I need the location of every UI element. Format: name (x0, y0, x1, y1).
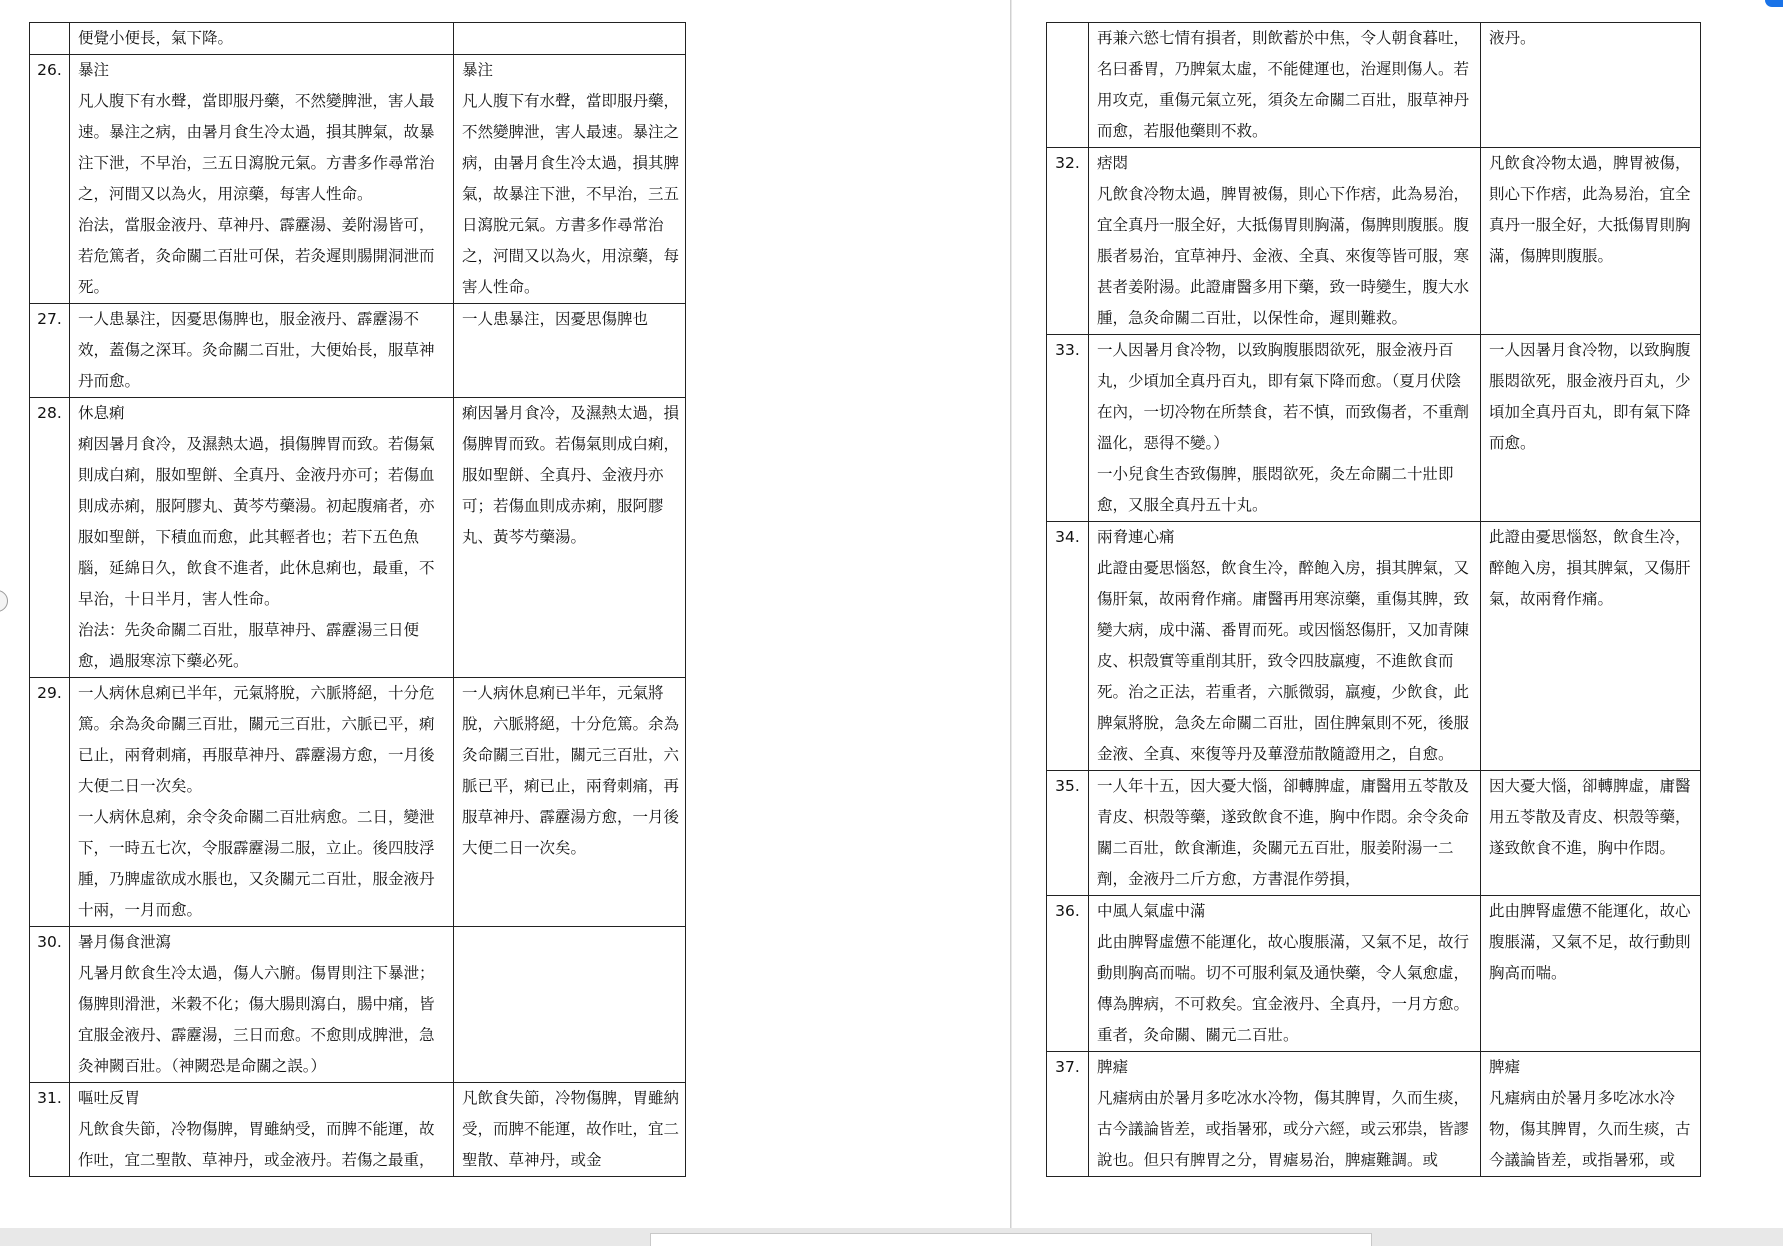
entry-number: 31. (30, 1083, 70, 1177)
side-text-cell (1481, 522, 1701, 771)
text-paragraph: 一人患暴注，因憂思傷脾也 (462, 310, 649, 328)
table-row (1047, 522, 1701, 771)
side-text-cell (454, 23, 686, 55)
side-text-cell (1481, 771, 1701, 896)
side-text-cell (1481, 335, 1701, 522)
table-row (30, 398, 686, 678)
text-paragraph: 一人病休息痢，余令灸命關二百壯病愈。二日，變泄下，一時五七次，令服霹靂湯二服，立止。後四肢浮腫，乃脾虛欲成水脹也，又灸關元二百壯，服金液丹十兩，一月而愈。 (78, 808, 435, 919)
text-paragraph: 液丹。 (1489, 29, 1536, 47)
side-text-cell (1481, 23, 1701, 148)
text-paragraph: 凡暑月飲食生冷太過，傷人六腑。傷胃則注下暴泄；傷脾則滑泄，米穀不化；傷大腸則瀉白，腸中痛，皆宜服金液丹、霹靂湯，三日而愈。不愈則成脾泄，急灸神闕百壯。（神闕恐是命關之誤。） (78, 964, 435, 1075)
text-paragraph: 此證由憂思惱怒，飲食生冷，醉飽入房，損其脾氣，又傷肝氣，故兩脅作痛。庸醫再用寒涼藥，重傷其脾，致變大病，成中滿、番胃而死。或因惱怒傷肝，又加青陳皮、枳殼實等重削其肝，致令四肢羸瘦，不進飲食而死。治之正法，若重者，六脈微弱，羸瘦，少飲食，此脾氣將脫，急灸左命關二百壯，固住脾氣則不死，後服金液、全真、來復等丹及蓽澄茄散隨證用之，自愈。 (1097, 559, 1470, 763)
entry-number: 33. (1047, 335, 1089, 522)
table-row (1047, 335, 1701, 522)
main-text-cell (70, 398, 454, 678)
entry-heading: 脾瘧 (1097, 1058, 1129, 1076)
entry-heading: 脾瘧 (1489, 1058, 1521, 1076)
entry-number (30, 23, 70, 55)
text-paragraph: 一人患暴注，因憂思傷脾也，服金液丹、霹靂湯不效，蓋傷之深耳。灸命關二百壯，大便始長，服草神丹而愈。 (78, 310, 435, 390)
text-paragraph: 一小兒食生杏致傷脾，脹悶欲死，灸左命關二十壯即愈，又服全真丹五十丸。 (1097, 465, 1454, 514)
text-paragraph: 一人年十五，因大憂大惱，卻轉脾虛，庸醫用五苓散及青皮、枳殼等藥，遂致飲食不進，胸中作悶。余令灸命關二百壯，飲食漸進，灸關元五百壯，服姜附湯一二劑，金液丹二斤方愈，方書混作勞損， (1097, 777, 1470, 888)
entry-number: 36. (1047, 896, 1089, 1052)
table-row (30, 927, 686, 1083)
entry-number: 34. (1047, 522, 1089, 771)
entry-number: 37. (1047, 1052, 1089, 1177)
text-paragraph: 因大憂大惱，卻轉脾虛，庸醫用五苓散及青皮、枳殼等藥，遂致飲食不進，胸中作悶。 (1489, 777, 1691, 857)
main-text-cell (1089, 1052, 1481, 1177)
entry-number: 29. (30, 678, 70, 927)
entry-heading: 中風人氣虛中滿 (1097, 902, 1206, 920)
text-paragraph: 便覺小便長，氣下降。 (78, 29, 234, 47)
table-row (30, 1083, 686, 1177)
table-row (1047, 1052, 1701, 1177)
text-paragraph: 再兼六慾七情有損者，則飲蓄於中焦，令人朝食暮吐，名曰番胃，乃脾氣太虛，不能健運也，治遲則傷人。若用攻克，重傷元氣立死，須灸左命關二百壯，服草神丹而愈，若服他藥則不救。 (1097, 29, 1470, 140)
text-paragraph: 凡飲食冷物太過，脾胃被傷，則心下作痞，此為易治，宜全真丹一服全好，大抵傷胃則胸滿，傷脾則腹脹。 (1489, 154, 1691, 265)
main-text-cell (70, 304, 454, 398)
text-paragraph: 一人病休息痢已半年，元氣將脫，六脈將絕，十分危篤。余為灸命關三百壯，關元三百壯，六脈已平，痢已止，兩脅刺痛，再服草神丹、霹靂湯方愈，一月後大便二日一次矣。 (462, 684, 680, 857)
text-paragraph: 此由脾腎虛憊不能運化，故心腹脹滿，又氣不足，故行動則胸高而喘。切不可服利氣及通快藥，令人氣愈虛，傳為脾病，不可救矣。宜金液丹、全真丹，一月方愈。重者，灸命關、關元二百壯。 (1097, 933, 1470, 1044)
main-text-cell (70, 23, 454, 55)
text-paragraph: 凡瘧病由於暑月多吃冰水冷物，傷其脾胃，久而生痰，古今議論皆差，或指暑邪，或 (1489, 1089, 1691, 1169)
left-page-table (29, 22, 686, 1177)
side-text-cell (1481, 896, 1701, 1052)
side-text-cell (454, 398, 686, 678)
entry-heading: 休息痢 (78, 404, 125, 422)
entry-number: 28. (30, 398, 70, 678)
table-row (30, 304, 686, 398)
entry-heading: 兩脅連心痛 (1097, 528, 1175, 546)
text-paragraph: 凡飲食失節，冷物傷脾，胃雖納受，而脾不能運，故作吐，宜二聖散、草神丹，或金液丹。若傷之最重， (78, 1120, 435, 1169)
table-row (1047, 896, 1701, 1052)
table-row (30, 23, 686, 55)
main-text-cell (1089, 335, 1481, 522)
horizontal-scroll-thumb[interactable] (650, 1233, 1372, 1246)
main-text-cell (1089, 771, 1481, 896)
entry-number: 35. (1047, 771, 1089, 896)
entry-heading: 暑月傷食泄瀉 (78, 933, 172, 951)
entry-number: 27. (30, 304, 70, 398)
entry-heading: 暴注 (78, 61, 110, 79)
main-text-cell (70, 1083, 454, 1177)
side-text-cell (454, 678, 686, 927)
text-paragraph: 一人因暑月食冷物，以致胸腹脹悶欲死，服金液丹百丸，少頃加全真丹百丸，即有氣下降而愈。（夏月伏陰在內，一切冷物在所禁食，若不慎，而致傷者，不重劑溫化，惡得不變。） (1097, 341, 1470, 452)
entry-number: 32. (1047, 148, 1089, 335)
text-paragraph: 凡飲食冷物太過，脾胃被傷，則心下作痞，此為易治，宜全真丹一服全好，大抵傷胃則胸滿，傷脾則腹脹。腹脹者易治，宜草神丹、金液、全真、來復等皆可服，寒甚者姜附湯。此證庸醫多用下藥，致一時變生，腹大水腫，急灸命關二百壯，以保性命，遲則難救。 (1097, 185, 1470, 327)
entry-heading: 嘔吐反胃 (78, 1089, 141, 1107)
text-paragraph: 一人病休息痢已半年，元氣將脫，六脈將絕，十分危篤。余為灸命關三百壯，關元三百壯，六脈已平，痢已止，兩脅刺痛，再服草神丹、霹靂湯方愈，一月後大便二日一次矣。 (78, 684, 435, 795)
page-divider (1010, 0, 1011, 1228)
corner-accent-icon (1765, 0, 1783, 7)
entry-heading: 痞悶 (1097, 154, 1129, 172)
table-row (1047, 148, 1701, 335)
entry-number: 30. (30, 927, 70, 1083)
main-text-cell (70, 678, 454, 927)
main-text-cell (1089, 522, 1481, 771)
main-text-cell (1089, 148, 1481, 335)
main-text-cell (70, 927, 454, 1083)
text-paragraph: 此證由憂思惱怒，飲食生冷，醉飽入房，損其脾氣，又傷肝氣，故兩脅作痛。 (1489, 528, 1691, 608)
text-paragraph: 治法：先灸命關二百壯，服草神丹、霹靂湯三日便愈，過服寒涼下藥必死。 (78, 621, 420, 670)
text-paragraph: 凡飲食失節，冷物傷脾，胃雖納受，而脾不能運，故作吐，宜二聖散、草神丹，或金 (462, 1089, 680, 1169)
entry-number: 26. (30, 55, 70, 304)
text-paragraph: 此由脾腎虛憊不能運化，故心腹脹滿，又氣不足，故行動則胸高而喘。 (1489, 902, 1691, 982)
main-text-cell (70, 55, 454, 304)
entry-heading: 暴注 (462, 61, 494, 79)
text-paragraph: 痢因暑月食冷，及濕熱太過，損傷脾胃而致。若傷氣則成白痢，服如聖餅、全真丹、金液丹亦可；若傷血則成赤痢，服阿膠丸、黃芩芍藥湯。初起腹痛者，亦服如聖餅，下積血而愈，此其輕者也；若下五色魚腦，延綿日久，飲食不進者，此休息痢也，最重，不早治，十日半月，害人性命。 (78, 435, 435, 608)
side-text-cell (1481, 1052, 1701, 1177)
text-paragraph: 凡瘧病由於暑月多吃冰水冷物，傷其脾胃，久而生痰，古今議論皆差，或指暑邪，或分六經，或云邪祟，皆謬說也。但只有脾胃之分，胃瘧易治，脾瘧難調。或 (1097, 1089, 1470, 1169)
side-text-cell (454, 55, 686, 304)
side-text-cell (454, 927, 686, 1083)
side-text-cell (454, 304, 686, 398)
text-paragraph: 痢因暑月食冷，及濕熱太過，損傷脾胃而致。若傷氣則成白痢，服如聖餅、全真丹、金液丹亦可；若傷血則成赤痢，服阿膠丸、黃芩芍藥湯。 (462, 404, 680, 546)
table-row (30, 678, 686, 927)
table-row (30, 55, 686, 304)
text-paragraph: 凡人腹下有水聲，當即服丹藥，不然變脾泄，害人最速。暴注之病，由暑月食生冷太過，損其脾氣，故暴注下泄，不早治，三五日瀉脫元氣。方書多作尋常治之，河間又以為火，用涼藥，每害人性命。 (462, 92, 680, 296)
text-paragraph: 凡人腹下有水聲，當即服丹藥，不然變脾泄，害人最速。暴注之病，由暑月食生冷太過，損其脾氣，故暴注下泄，不早治，三五日瀉脫元氣。方書多作尋常治之，河間又以為火，用涼藥，每害人性命。 (78, 92, 435, 203)
side-text-cell (454, 1083, 686, 1177)
text-paragraph: 治法，當服金液丹、草神丹、霹靂湯、姜附湯皆可，若危篤者，灸命關二百壯可保，若灸遲則腸開洞泄而死。 (78, 216, 435, 296)
main-text-cell (1089, 23, 1481, 148)
text-paragraph: 一人因暑月食冷物，以致胸腹脹悶欲死，服金液丹百丸，少頃加全真丹百丸，即有氣下降而愈。 (1489, 341, 1691, 452)
side-text-cell (1481, 148, 1701, 335)
table-row (1047, 23, 1701, 148)
right-page-table (1046, 22, 1701, 1177)
table-row (1047, 771, 1701, 896)
entry-number (1047, 23, 1089, 148)
main-text-cell (1089, 896, 1481, 1052)
